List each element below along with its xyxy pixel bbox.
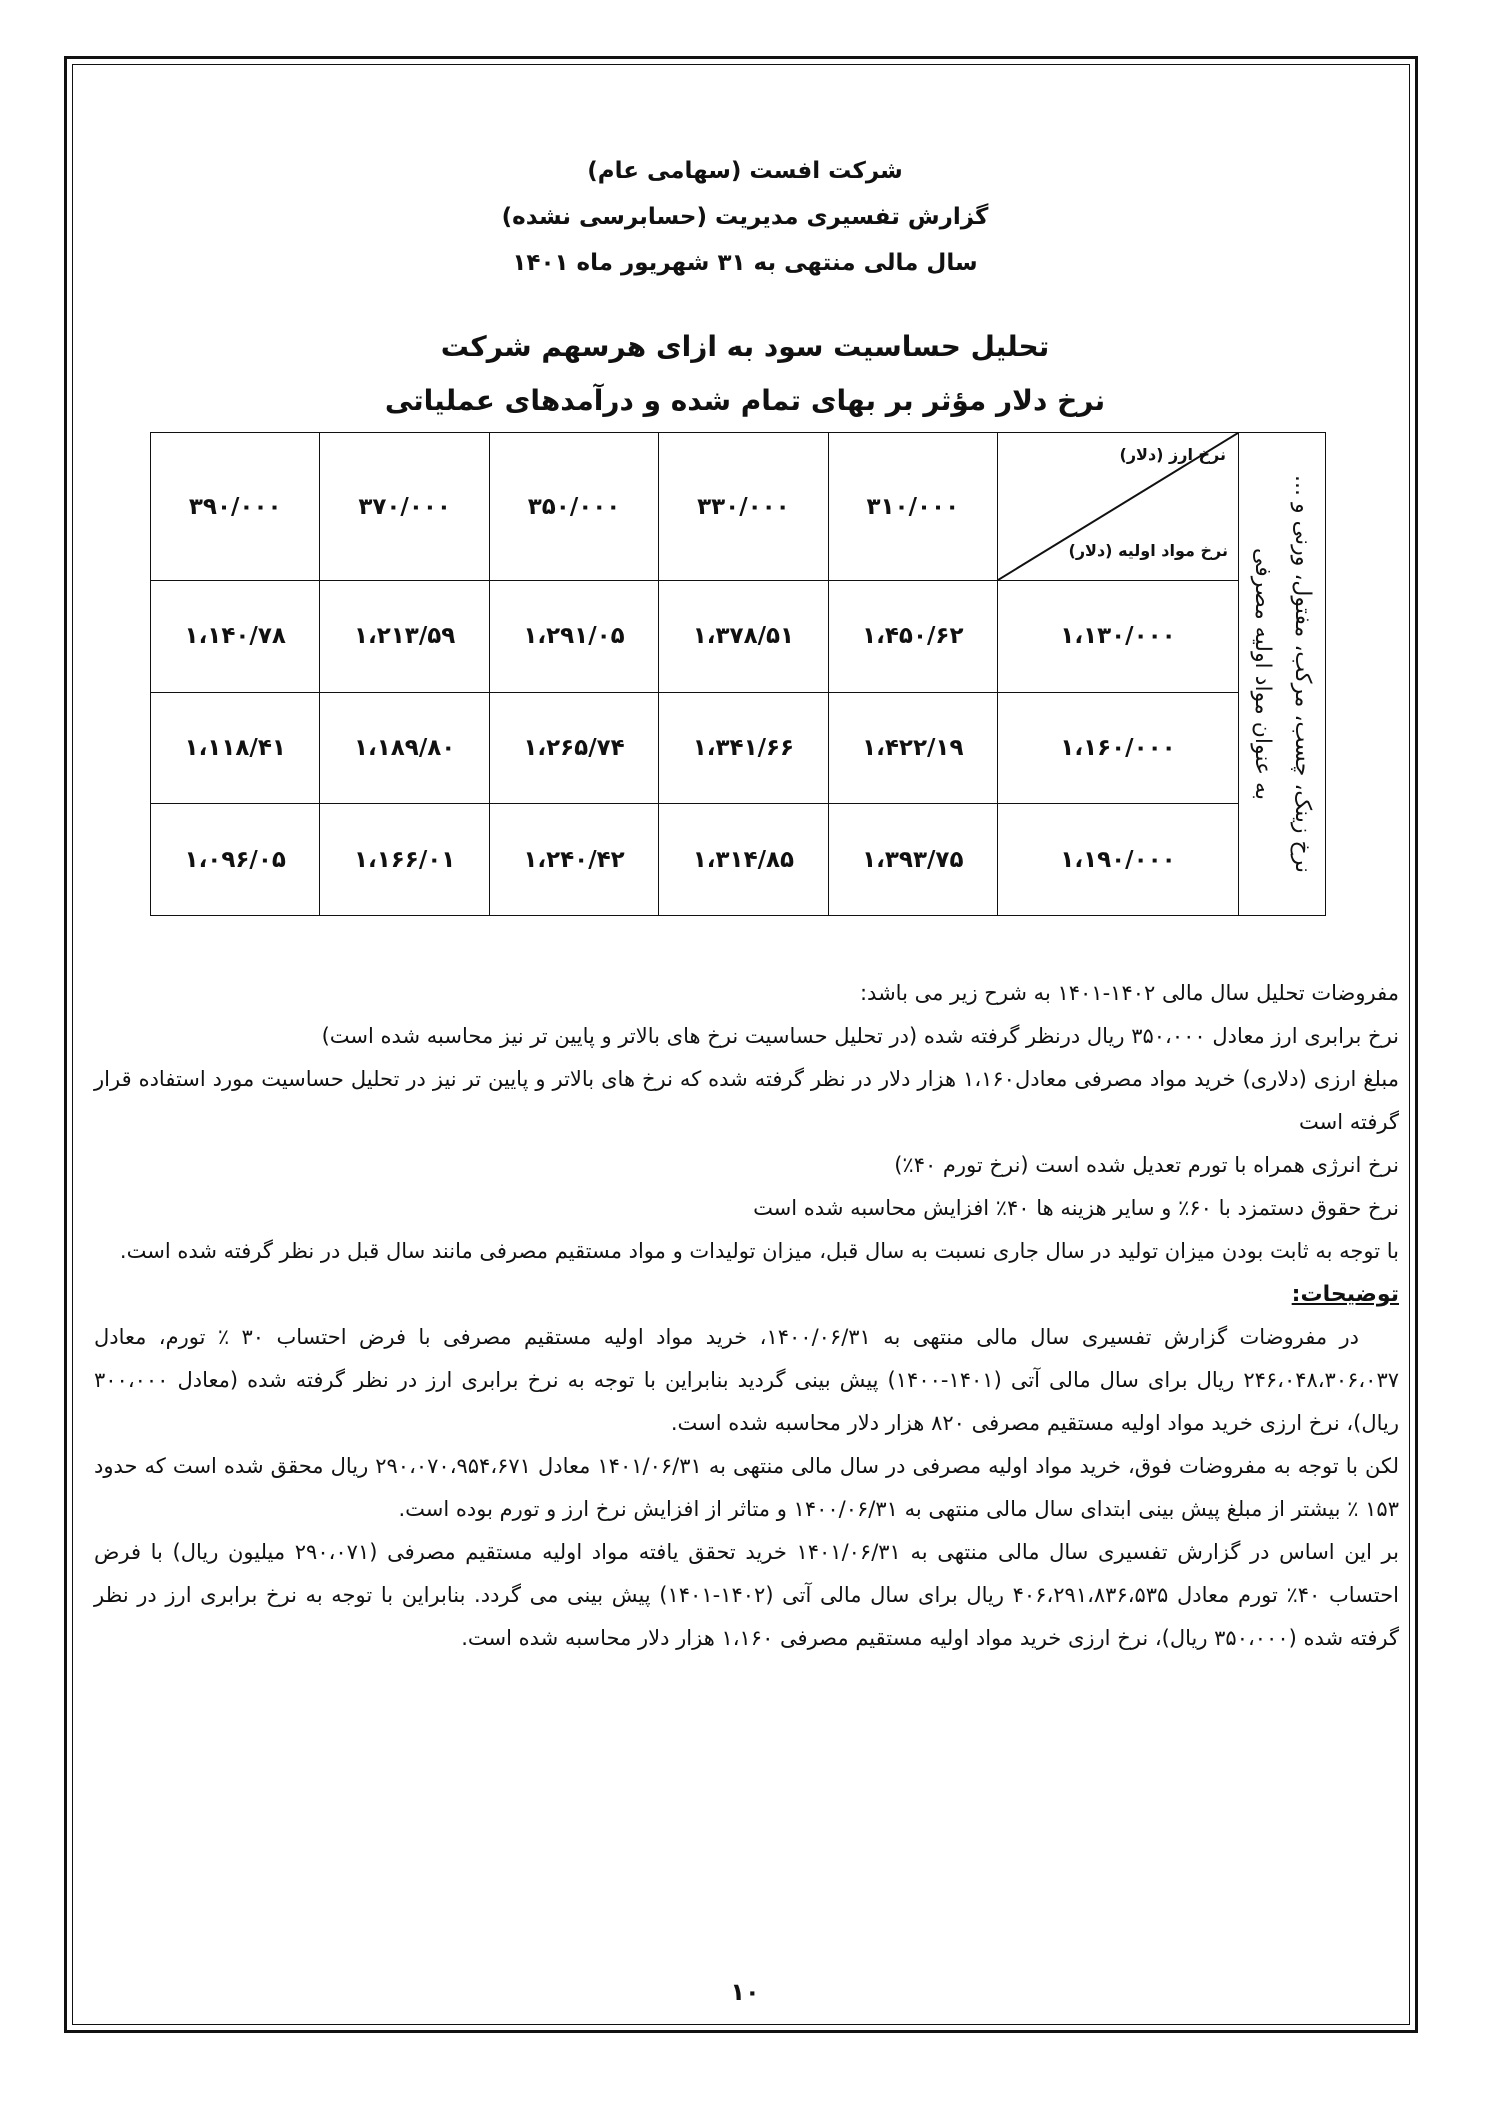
table-cell: ۱،۲۹۱/۰۵ [489,581,658,693]
table-cell: ۱،۰۹۶/۰۵ [151,804,320,916]
table-header-row [151,433,1326,581]
report-name: گزارش تفسیری مدیریت (حسابرسی نشده) [501,204,989,230]
table-cell: ۱،۳۴۱/۶۶ [659,692,828,804]
row-label: ۱،۱۶۰/۰۰۰ [998,692,1239,804]
notes-paragraph: لکن با توجه به مفروضات فوق، خرید مواد اولیه مصرفی در سال مالی منتهی به ۱۴۰۱/۰۶/۳۱ معادل ۲۹۰،۰۷۰،۹۵۴،۶۷۱ ریال محقق شده است که حدود ۱۵۳ ٪ بیشتر از مبلغ پیش بینی ابتدای سال مالی منتهی به ۱۴۰۰/۰۶/۳۱ و متاثر از افزایش نرخ ارز و تورم بوده است. [94,1454,1399,1521]
report-period: سال مالی منتهی به ۳۱ شهریور ماه ۱۴۰۱ [512,250,978,276]
table-cell: ۱،۴۵۰/۶۲ [828,581,997,693]
table-cell: ۱،۳۷۸/۵۱ [659,581,828,693]
table-cell: ۱،۱۱۸/۴۱ [151,692,320,804]
side-label-cell [1239,433,1326,916]
notes-paragraph: در مفروضات گزارش تفسیری سال مالی منتهی به ۱۴۰۰/۰۶/۳۱، خرید مواد اولیه مستقیم مصرفی با فرض احتساب ۳۰ ٪ تورم، معادل ۲۴۶،۰۴۸،۳۰۶،۰۳۷ ریال برای سال مالی آتی (۱۴۰۱-۱۴۰۰) پیش بینی گردید بنابراین با توجه به نرخ برابری ارز در نظر گرفته شده (معادل ۳۰۰،۰۰۰ ریال)، نرخ ارزی خرید مواد اولیه مستقیم مصرفی ۸۲۰ هزار دلار محاسبه شده است. [94,1325,1400,1435]
column-header: ۳۷۰/۰۰۰ [320,433,489,581]
column-header: ۳۳۰/۰۰۰ [659,433,828,581]
corner-label-material-rate: نرخ مواد اولیه (دلار) [1068,541,1228,560]
title-line-2: نرخ دلار مؤثر بر بهای تمام شده و درآمدهای عملیاتی [384,384,1106,417]
assumption-wages: نرخ حقوق دستمزد با ۶۰٪ و سایر هزینه ها ۴۰٪ افزایش محاسبه شده است [753,1196,1399,1220]
side-label [1242,475,1322,873]
column-header: ۳۹۰/۰۰۰ [151,433,320,581]
document-body [94,972,1399,1660]
title-line-1: تحلیل حساسیت سود به ازای هرسهم شرکت [440,330,1050,363]
column-header: ۳۵۰/۰۰۰ [489,433,658,581]
company-name: شرکت افست (سهامی عام) [587,158,903,184]
row-label: ۱،۱۹۰/۰۰۰ [998,804,1239,916]
assumption-material-purchase: مبلغ ارزی (دلاری) خرید مواد مصرفی معادل۱،۱۶۰ هزار دلار در نظر گرفته شده که نرخ های بالاتر و پایین تر نیز در تحلیل حساسیت مورد استفاده قرار گرفته است [94,1067,1399,1134]
assumption-energy: نرخ انرژی همراه با تورم تعدیل شده است (نرخ تورم ۴۰٪) [894,1153,1399,1177]
table-cell: ۱،۳۱۴/۸۵ [659,804,828,916]
table-row [151,581,1326,693]
column-header: ۳۱۰/۰۰۰ [828,433,997,581]
section-title [80,320,1410,428]
table-cell: ۱،۲۴۰/۴۲ [489,804,658,916]
table-cell: ۱،۳۹۳/۷۵ [828,804,997,916]
table-cell: ۱،۱۴۰/۷۸ [151,581,320,693]
table-cell: ۱،۴۲۲/۱۹ [828,692,997,804]
report-header [80,148,1410,286]
side-label-line-1: نرخ زینک، چسب، مرکب، مفتول، ورنی و ... [1290,475,1315,873]
side-label-line-2: به عنوان مواد اولیه مصرفی [1250,547,1275,801]
notes-title: توضیحات: [1291,1282,1399,1307]
sensitivity-table [150,432,1326,916]
table-cell: ۱،۱۶۶/۰۱ [320,804,489,916]
row-label: ۱،۱۳۰/۰۰۰ [998,581,1239,693]
corner-label-fx-rate: نرخ ارز (دلار) [1119,445,1226,464]
notes-paragraph: بر این اساس در گزارش تفسیری سال مالی منتهی به ۱۴۰۱/۰۶/۳۱ خرید تحقق یافته مواد اولیه مستقیم مصرفی (۲۹۰،۰۷۱ میلیون ریال) با فرض احتساب ۴۰٪ تورم معادل ۴۰۶،۲۹۱،۸۳۶،۵۳۵ ریال برای سال مالی آتی (۱۴۰۲-۱۴۰۱) پیش بینی می گردد. بنابراین با توجه به نرخ برابری ارز در نظر گرفته شده (۳۵۰،۰۰۰ ریال)، نرخ ارزی خرید مواد اولیه مستقیم مصرفی ۱،۱۶۰ هزار دلار محاسبه شده است. [94,1540,1400,1650]
assumption-fx-rate: نرخ برابری ارز معادل ۳۵۰،۰۰۰ ریال درنظر گرفته شده (در تحلیل حساسیت نرخ های بالاتر و پایین تر نیز محاسبه شده است) [321,1024,1399,1048]
corner-cell [998,433,1239,581]
page-number: ۱۰ [730,1978,760,2006]
table-cell: ۱،۲۱۳/۵۹ [320,581,489,693]
table-cell: ۱،۲۶۵/۷۴ [489,692,658,804]
table-row [151,692,1326,804]
table-row [151,804,1326,916]
table-cell: ۱،۱۸۹/۸۰ [320,692,489,804]
assumption-production: با توجه به ثابت بودن میزان تولید در سال جاری نسبت به سال قبل، میزان تولیدات و مواد مستقیم مصرفی مانند سال قبل در نظر گرفته شده است. [119,1239,1399,1263]
assumptions-intro: مفروضات تحلیل سال مالی ۱۴۰۲-۱۴۰۱ به شرح زیر می باشد: [859,981,1399,1005]
